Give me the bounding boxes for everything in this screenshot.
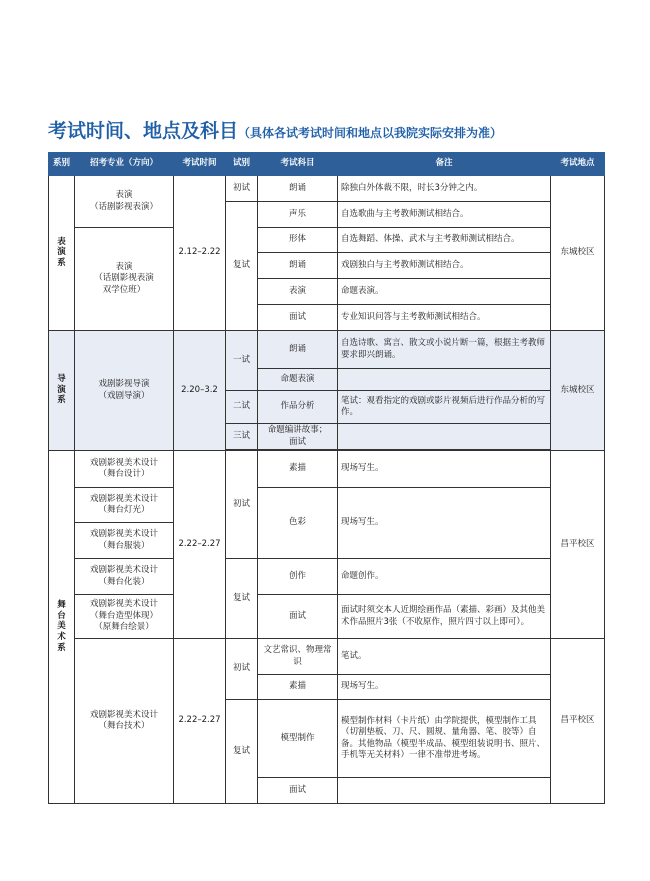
- subject-cell: 素描: [258, 451, 338, 488]
- note-cell: 模型制作材料（卡片纸）由学院提供，模型制作工具（切割垫板、刀、尺、圆规、量角器、笔、胶等）自备。其他物品（模型半成品、模型组装说明书、照片、手机等无关材料）一律不准带进考场。: [338, 700, 551, 778]
- note-cell: 专业知识问答与主考教师测试相结合。: [338, 305, 551, 331]
- dept-stage: 舞台美术系: [49, 451, 75, 804]
- round-directing-3: 三试: [226, 424, 258, 450]
- round-stage-b-first: 初试: [226, 639, 258, 700]
- note-cell: 现场写生。: [338, 488, 551, 559]
- note-cell: 命题表演。: [338, 279, 551, 305]
- header-major: 招考专业（方向）: [75, 153, 174, 176]
- subject-cell: 朗诵: [258, 253, 338, 279]
- header-dept: 系别: [49, 153, 75, 176]
- header-date: 考试时间: [174, 153, 226, 176]
- note-cell: 现场写生。: [338, 675, 551, 700]
- header-note: 备注: [338, 153, 551, 176]
- header-round: 试别: [226, 153, 258, 176]
- table-row: [49, 639, 605, 675]
- table-header-row: [49, 153, 605, 176]
- subject-cell: 面试: [258, 595, 338, 639]
- subject-cell: 模型制作: [258, 700, 338, 778]
- round-acting-first: 初试: [226, 176, 258, 202]
- major-acting: 表演 （话剧影视表演）: [75, 176, 174, 228]
- subject-cell: 声乐: [258, 202, 338, 228]
- subject-cell: 色彩: [258, 488, 338, 559]
- note-cell: 自选舞蹈、体操、武术与主考教师测试相结合。: [338, 228, 551, 253]
- header-subject: 考试科目: [258, 153, 338, 176]
- page-title-note: （具体各试考试时间和地点以我院实际安排为准）: [238, 126, 503, 140]
- table-row: [49, 595, 605, 639]
- note-cell: 现场写生。: [338, 451, 551, 488]
- major-stage-lighting: 戏剧影视美术设计 （舞台灯光）: [75, 488, 174, 523]
- major-stage-makeup: 戏剧影视美术设计 （舞台化装）: [75, 559, 174, 595]
- subject-cell: 表演: [258, 279, 338, 305]
- date-directing: 2.20–3.2: [174, 331, 226, 451]
- subject-cell: 命题表演: [258, 369, 338, 391]
- table-row: [49, 451, 605, 488]
- date-stage-b: 2.22–2.27: [174, 639, 226, 804]
- round-stage-a-first: 初试: [226, 451, 258, 559]
- major-stage-costume: 戏剧影视美术设计 （舞台服装）: [75, 523, 174, 559]
- header-place: 考试地点: [551, 153, 605, 176]
- major-stage-scenic: 戏剧影视美术设计 （舞台造型体现） （原舞台绘景）: [75, 595, 174, 639]
- exam-schedule-table: [48, 152, 605, 804]
- page-title: [48, 116, 502, 143]
- subject-cell: 面试: [258, 305, 338, 331]
- round-stage-a-second: 复试: [226, 559, 258, 639]
- place-directing: 东城校区: [551, 331, 605, 451]
- date-stage-a: 2.22–2.27: [174, 451, 226, 639]
- note-cell: [338, 778, 551, 804]
- note-cell: 戏剧独白与主考教师测试相结合。: [338, 253, 551, 279]
- table-row: [49, 176, 605, 202]
- dept-acting: 表演系: [49, 176, 75, 331]
- major-directing: 戏剧影视导演 （戏剧导演）: [75, 331, 174, 451]
- table-row: [49, 559, 605, 595]
- note-cell: 笔试。: [338, 639, 551, 675]
- note-cell: 自选诗歌、寓言、散文或小说片断一篇，根据主考教师要求即兴朗诵。: [338, 331, 551, 369]
- subject-cell: 面试: [258, 778, 338, 804]
- table-row: [49, 488, 605, 523]
- page-title-main: 考试时间、地点及科目: [48, 120, 239, 142]
- note-cell: 命题创作。: [338, 559, 551, 595]
- round-acting-second: 复试: [226, 202, 258, 331]
- place-acting: 东城校区: [551, 176, 605, 331]
- note-cell: [338, 424, 551, 450]
- subject-cell: 创作: [258, 559, 338, 595]
- subject-cell: 作品分析: [258, 391, 338, 424]
- note-cell: [338, 369, 551, 391]
- place-stage-a: 昌平校区: [551, 451, 605, 639]
- dept-directing: 导演系: [49, 331, 75, 451]
- subject-cell: 命题编讲故事； 面试: [258, 424, 338, 450]
- major-stage-design: 戏剧影视美术设计 （舞台设计）: [75, 451, 174, 488]
- note-cell: 除独白外体裁不限，时长3分钟之内。: [338, 176, 551, 202]
- subject-cell: 形体: [258, 228, 338, 253]
- place-stage-b: 昌平校区: [551, 639, 605, 804]
- subject-cell: 朗诵: [258, 331, 338, 369]
- note-cell: 自选歌曲与主考教师测试相结合。: [338, 202, 551, 228]
- subject-cell: 文艺常识、物理常识: [258, 639, 338, 675]
- round-stage-b-second: 复试: [226, 700, 258, 804]
- date-acting: 2.12–2.22: [174, 176, 226, 331]
- note-cell: 面试时须交本人近期绘画作品（素描、彩画）及其他美术作品照片3张（不收原作，照片四寸以上即可）。: [338, 595, 551, 639]
- note-cell: 笔试：观看指定的戏剧或影片视频后进行作品分析的写作。: [338, 391, 551, 424]
- major-acting-double: 表演 （话剧影视表演 双学位班）: [75, 228, 174, 331]
- table-row: [49, 228, 605, 253]
- table-row: [49, 331, 605, 369]
- subject-cell: 素描: [258, 675, 338, 700]
- round-directing-1: 一试: [226, 331, 258, 391]
- round-directing-2: 二试: [226, 391, 258, 424]
- major-stage-tech: 戏剧影视美术设计 （舞台技术）: [75, 639, 174, 804]
- subject-cell: 朗诵: [258, 176, 338, 202]
